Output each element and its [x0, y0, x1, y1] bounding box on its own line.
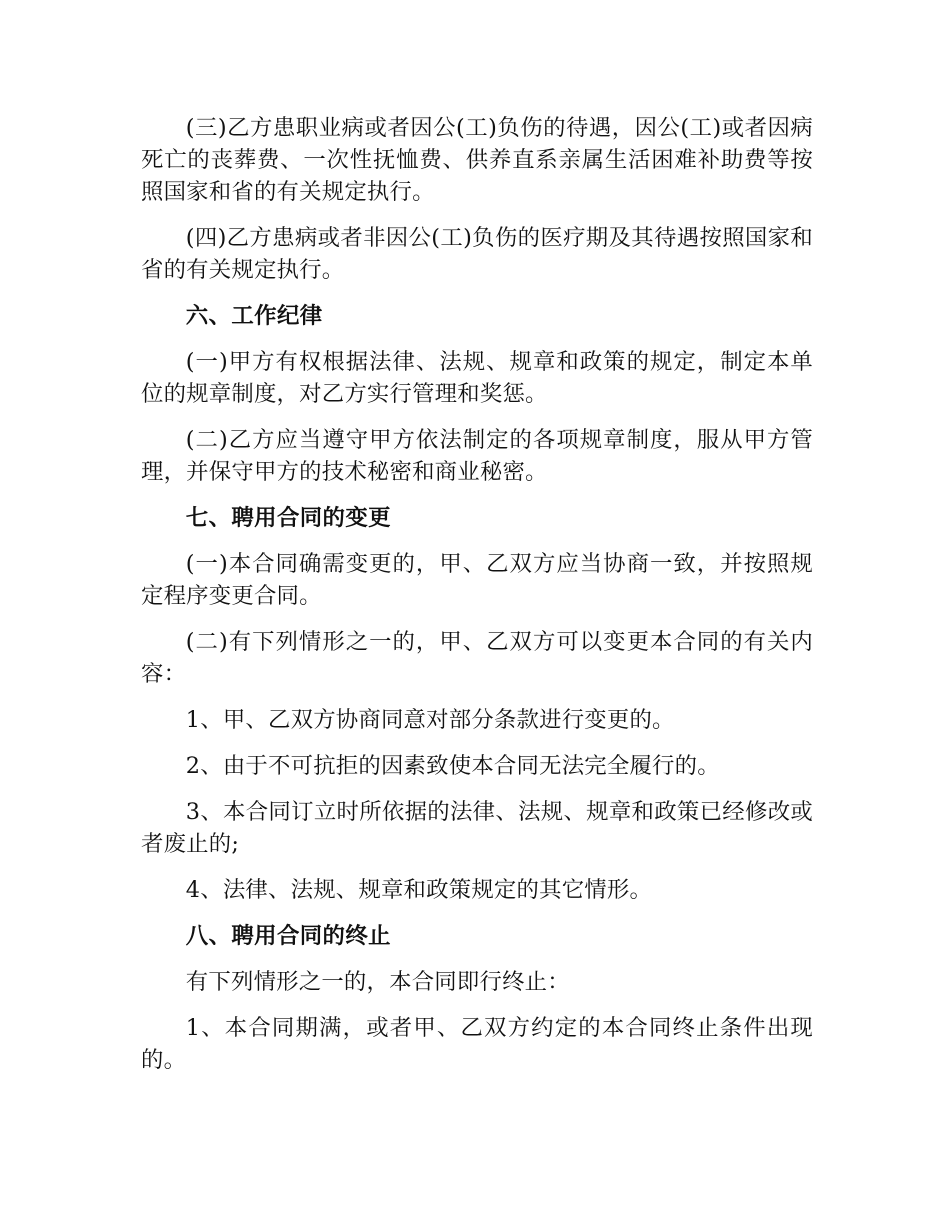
- section-heading-contract-termination: 八、聘用合同的终止: [185, 923, 391, 949]
- discipline-clause-2: (二)乙方应当遵守甲方依法制定的各项规章制度，服从甲方管理，并保守甲方的技术秘密和商业秘密。: [141, 427, 813, 485]
- termination-intro: 有下列情形之一的，本合同即行终止：: [185, 969, 570, 995]
- termination-item-1: 1、本合同期满，或者甲、乙双方约定的本合同终止条件出现的。: [141, 1015, 813, 1073]
- section-heading-contract-change: 七、聘用合同的变更: [185, 505, 391, 531]
- document-body: [141, 112, 813, 1090]
- change-item-2: 2、由于不可抗拒的因素致使本合同无法完全履行的。: [185, 753, 720, 779]
- clause-4-non-work-illness: (四)乙方患病或者非因公(工)负伤的医疗期及其待遇按照国家和省的有关规定执行。: [141, 225, 813, 283]
- change-item-4: 4、法律、法规、规章和政策规定的其它情形。: [185, 877, 653, 903]
- change-item-1: 1、甲、乙双方协商同意对部分条款进行变更的。: [185, 707, 675, 733]
- section-heading-work-discipline: 六、工作纪律: [185, 303, 323, 329]
- clause-3-occupational-injury: (三)乙方患职业病或者因公(工)负伤的待遇，因公(工)或者因病死亡的丧葬费、一次性抚恤费、供养直系亲属生活困难补助费等按照国家和省的有关规定执行。: [141, 115, 813, 205]
- change-clause-2: (二)有下列情形之一的，甲、乙双方可以变更本合同的有关内容：: [141, 629, 813, 687]
- change-item-3: 3、本合同订立时所依据的法律、法规、规章和政策已经修改或者废止的;: [141, 799, 813, 857]
- discipline-clause-1: (一)甲方有权根据法律、法规、规章和政策的规定，制定本单位的规章制度，对乙方实行管理和奖惩。: [141, 349, 813, 407]
- change-clause-1: (一)本合同确需变更的，甲、乙双方应当协商一致，并按照规定程序变更合同。: [141, 551, 813, 609]
